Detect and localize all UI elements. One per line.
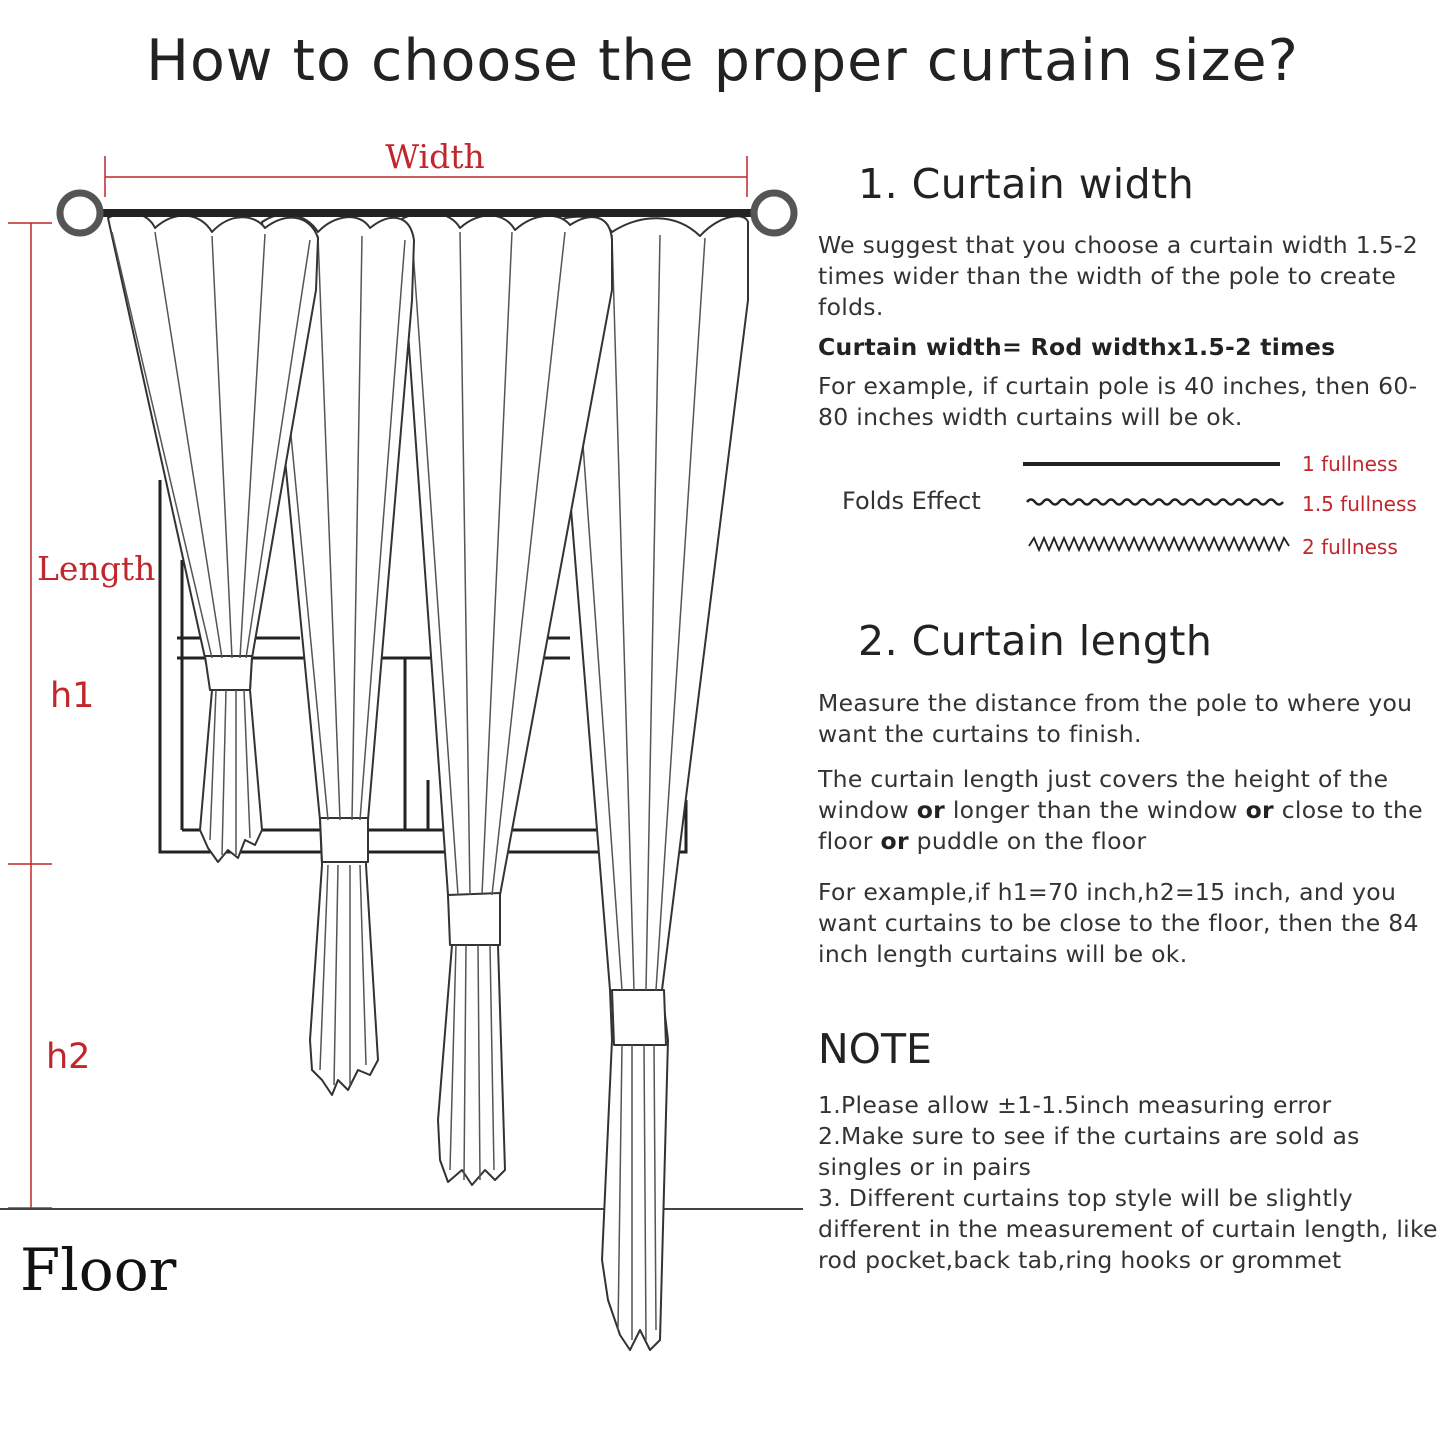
folds-illustration <box>1015 450 1290 560</box>
floor-label: Floor <box>20 1236 177 1304</box>
h2-label: h2 <box>46 1037 91 1077</box>
curtain-tieback-3 <box>448 893 500 945</box>
section-length-body <box>818 688 1438 970</box>
curtain-tieback-1 <box>205 656 252 690</box>
folds-effect-label: Folds Effect <box>842 487 981 515</box>
note-heading: NOTE <box>818 1025 932 1073</box>
section-length-heading: 2. Curtain length <box>858 617 1213 665</box>
note-item-1: 1.Please allow ±1-1.5inch measuring error <box>818 1091 1332 1119</box>
width-label: Width <box>385 137 485 176</box>
note-item-2: 2.Make sure to see if the curtains are sold as singles or in pairs <box>818 1122 1360 1181</box>
section-length-paragraph-2: The curtain length just covers the height of the window or longer than the window or close to the floor or puddle on the floor <box>818 765 1423 855</box>
fold-label-2: 2 fullness <box>1302 535 1398 559</box>
curtain-tieback-2 <box>320 818 368 862</box>
section-curtain-width <box>818 160 1438 208</box>
width-formula: Curtain width= Rod widthx1.5-2 times <box>818 333 1336 361</box>
fold-line-1-5 <box>1027 500 1283 505</box>
rod-ring-left <box>60 193 100 233</box>
section-width-heading: 1. Curtain width <box>858 160 1195 208</box>
note-item-3: 3. Different curtains top style will be slightly different in the measurement of curtain length, like rod pocket,back tab,ring hooks or grommet <box>818 1184 1438 1274</box>
section-width-paragraph: We suggest that you choose a curtain width 1.5-2 times wider than the width of the pole to create folds. <box>818 231 1419 321</box>
page-title: How to choose the proper curtain size? <box>146 28 1299 94</box>
section-length-paragraph-1: Measure the distance from the pole to where you want the curtains to finish. <box>818 689 1413 748</box>
fold-label-1: 1 fullness <box>1302 452 1398 476</box>
fold-line-2 <box>1029 538 1289 550</box>
section-width-body <box>818 230 1438 433</box>
fold-label-1-5: 1.5 fullness <box>1302 492 1417 516</box>
note-list <box>818 1090 1445 1276</box>
note-section <box>818 1025 1438 1073</box>
length-label: Length <box>37 549 156 588</box>
section-length-example: For example,if h1=70 inch,h2=15 inch, and you want curtains to be close to the floor, then the 84 inch length curtains will be ok. <box>818 878 1419 968</box>
rod-ring-right <box>754 193 794 233</box>
h1-label: h1 <box>50 676 95 716</box>
section-curtain-length <box>818 617 1438 665</box>
section-width-example: For example, if curtain pole is 40 inches, then 60-80 inches width curtains will be ok. <box>818 372 1418 431</box>
curtain-tieback-4 <box>612 990 666 1045</box>
